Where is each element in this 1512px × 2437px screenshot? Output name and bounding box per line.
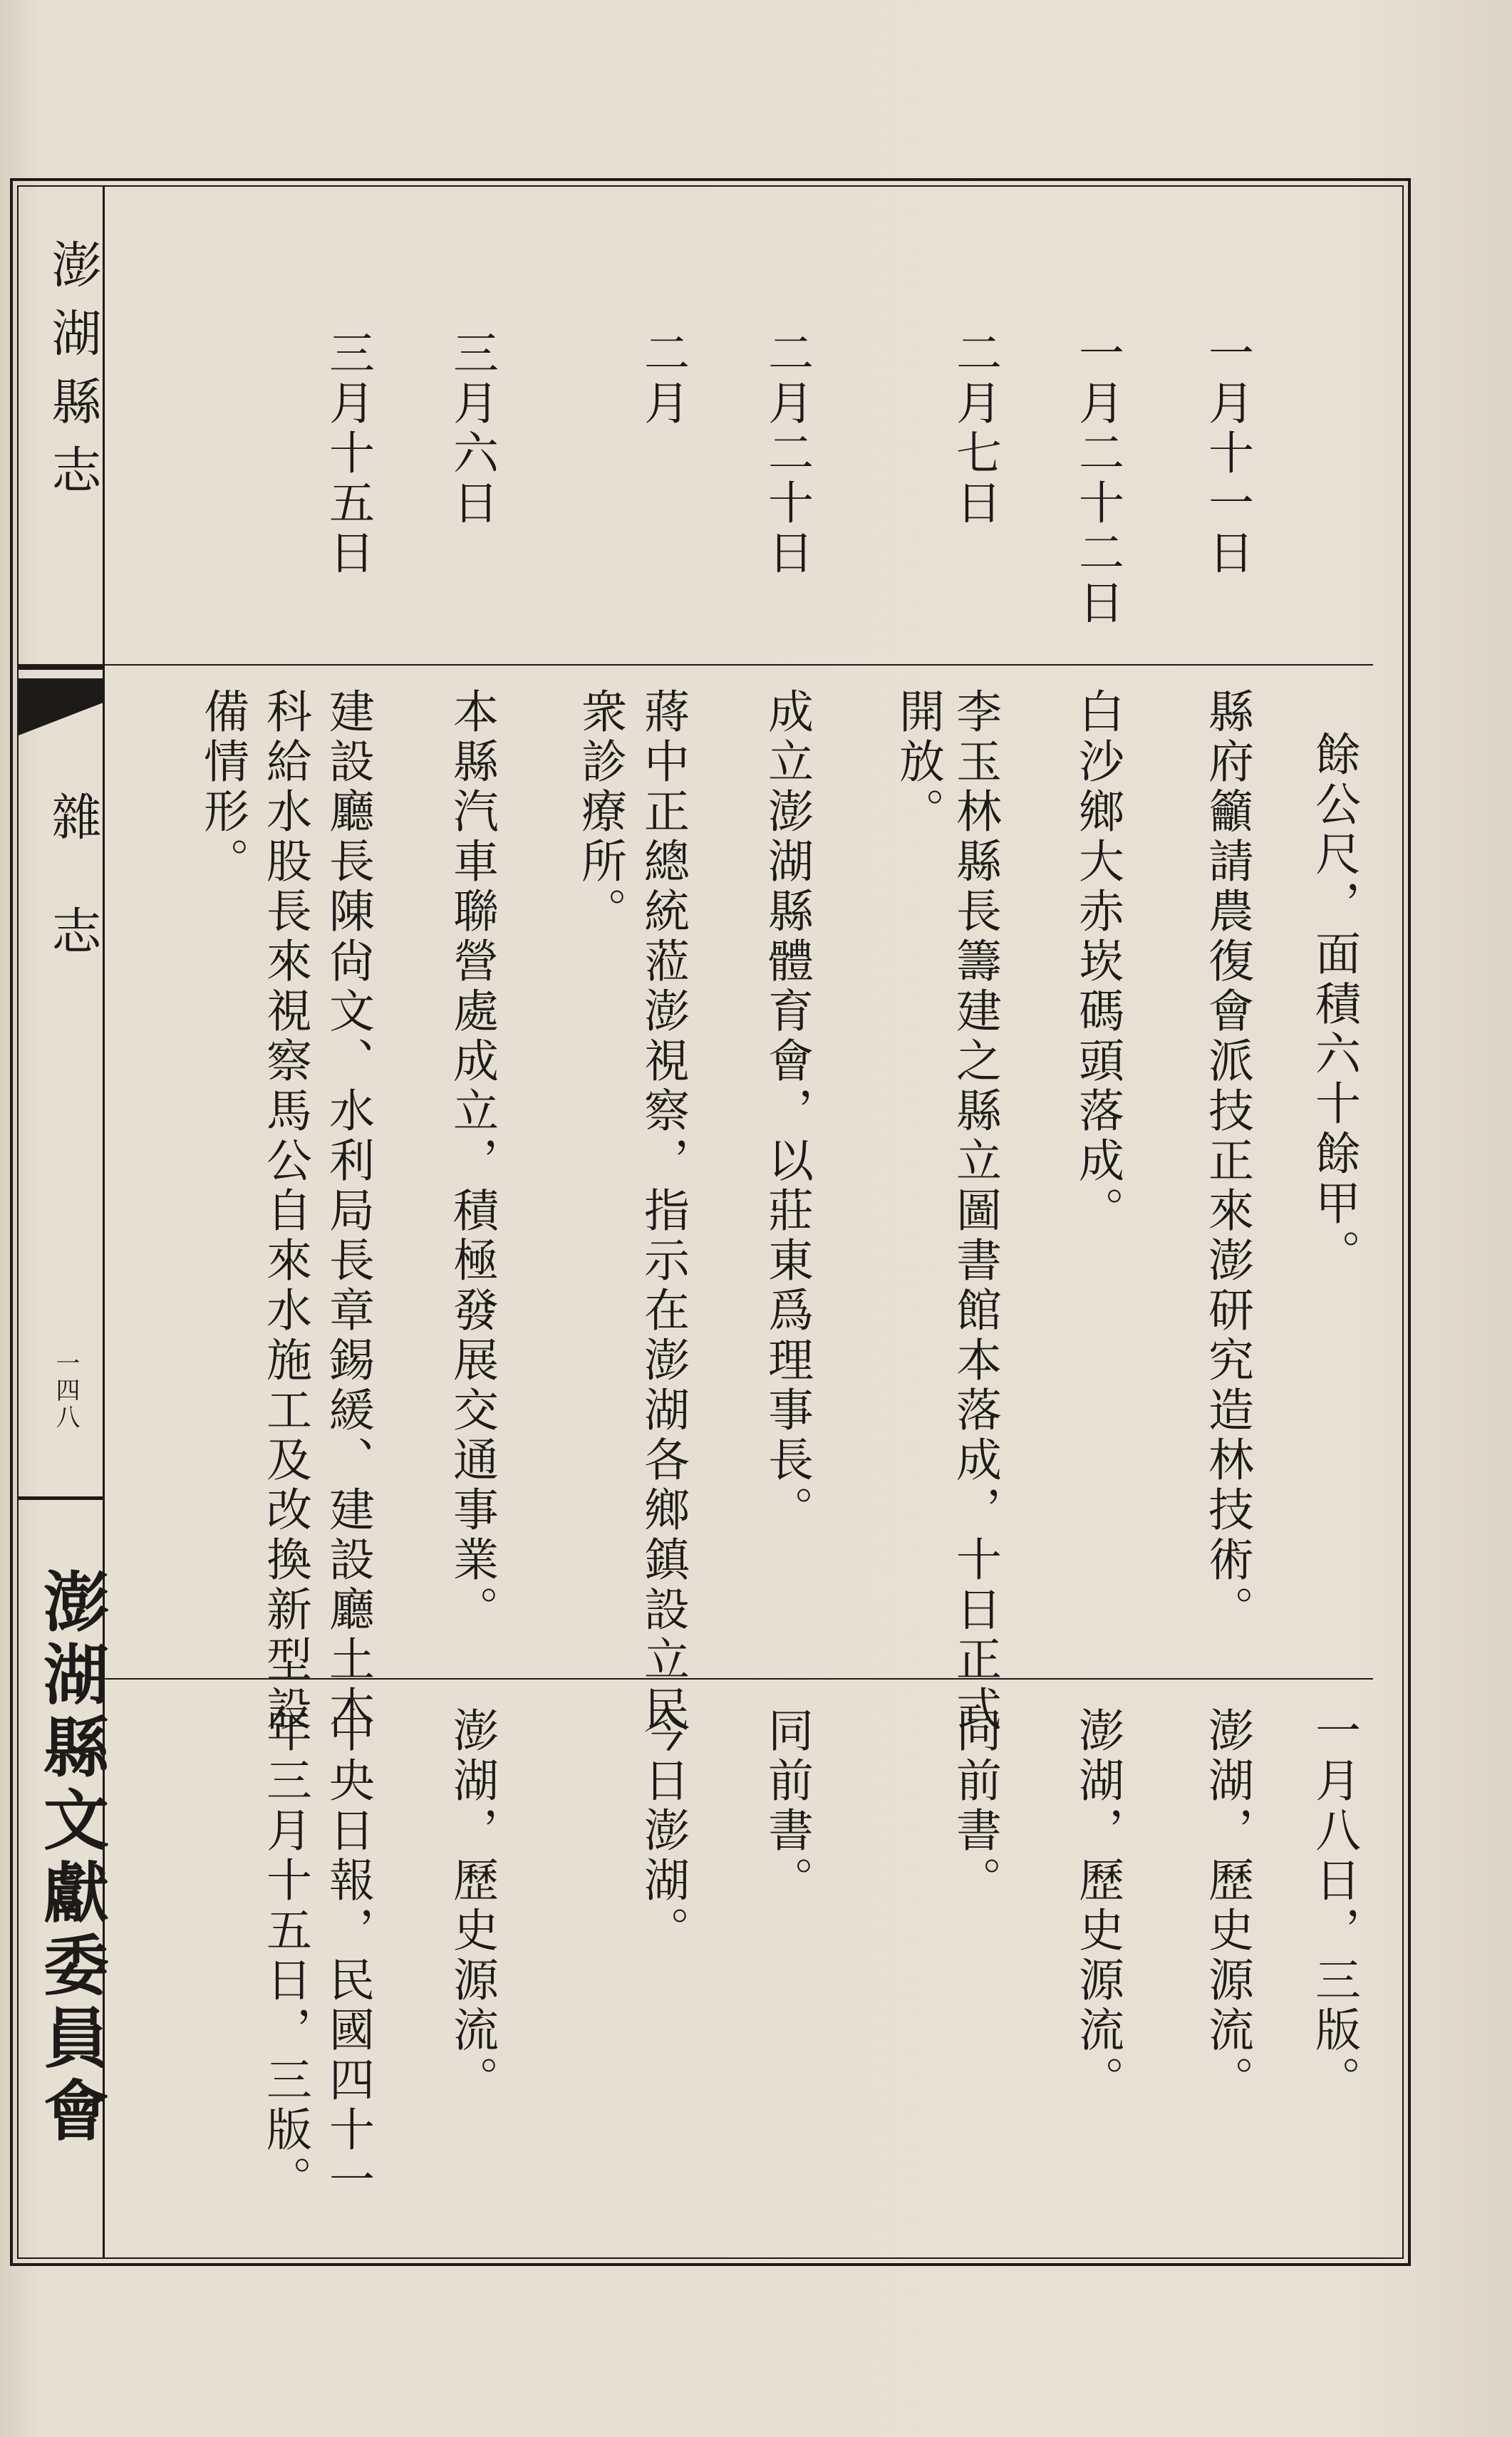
page-number: 一四八	[51, 1350, 80, 1432]
entry-event-line: 建設廳長陳尙文、水利局長章錫緩、建設廳土木	[321, 688, 374, 1735]
entry-date: 二月七日	[948, 329, 1001, 529]
spine-page-rule	[19, 1496, 103, 1500]
publisher: 澎湖縣文獻委員會	[33, 1568, 110, 2149]
source-citation: 澎湖，歷史源流。	[1071, 1707, 1124, 2106]
source-citation-line: 中央日報，民國四十一	[321, 1707, 374, 2205]
entry-date: 三月六日	[445, 329, 498, 529]
entry-date: 二月二十日	[760, 329, 813, 579]
entry-date: 三月十五日	[321, 329, 374, 579]
source-citation: 一月八日，三版。	[1308, 1707, 1360, 2106]
source-citation: 同前書。	[760, 1707, 813, 1906]
date-row-divider	[105, 664, 1373, 666]
entry-event-line: 衆診療所。	[574, 688, 626, 937]
entry-date: 一月二十二日	[1071, 329, 1124, 628]
source-citation: 澎湖，歷史源流。	[445, 1707, 498, 2106]
spine-black-bar	[19, 664, 103, 670]
entry-event: 成立澎湖縣體育會，以莊東爲理事長。	[760, 688, 813, 1536]
entry-event-line: 李玉林縣長籌建之縣立圖書館本落成，十日正式	[948, 688, 1001, 1735]
entry-event-line: 蔣中正總統蒞澎視察，指示在澎湖各鄉鎮設立民	[636, 688, 689, 1735]
source-citation-line: 年三月十五日，三版。	[259, 1707, 311, 2205]
entry-event-line: 科給水股長來視察馬公自來水施工及改換新型設	[259, 688, 311, 1735]
source-citation: 今日澎湖。	[636, 1707, 689, 1956]
entry-event-line: 備情形。	[196, 688, 249, 887]
section-category: 雜志	[43, 791, 102, 1019]
carryover-text: 餘公尺，面積六十餘甲。	[1308, 730, 1360, 1279]
book-title: 澎湖縣志	[43, 239, 102, 512]
entry-event: 本縣汽車聯營處成立，積極發展交通事業。	[445, 688, 498, 1635]
entry-event: 縣府籲請農復會派技正來澎研究造林技術。	[1201, 688, 1253, 1635]
source-citation: 澎湖，歷史源流。	[1201, 1707, 1253, 2106]
entry-date: 一月十一日	[1201, 329, 1253, 579]
entry-event-line: 開放。	[891, 688, 944, 837]
source-citation: 同前書。	[948, 1707, 1001, 1906]
page-border-inner	[17, 185, 1404, 2259]
entry-date: 二月	[636, 329, 689, 429]
entry-event: 白沙鄉大赤崁碼頭落成。	[1071, 688, 1124, 1236]
